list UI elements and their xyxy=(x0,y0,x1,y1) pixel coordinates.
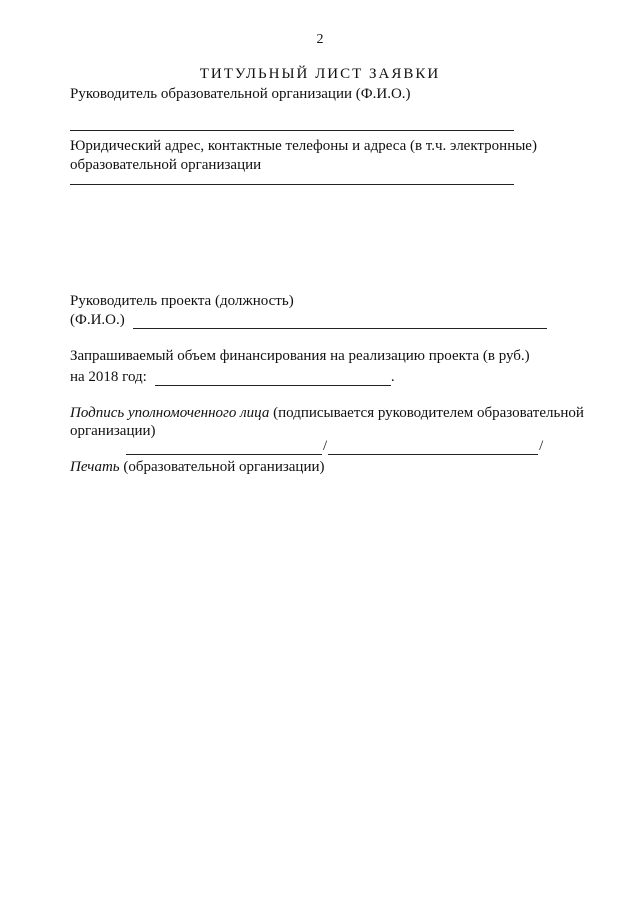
signature-label xyxy=(70,405,584,422)
fio-label: (Ф.И.О.) xyxy=(70,312,125,328)
address-label-line2: образовательной организации xyxy=(70,157,262,173)
year-label: на 2018 год: xyxy=(70,369,147,385)
address-field[interactable] xyxy=(70,184,514,185)
funding-year-row xyxy=(70,369,395,386)
year-suffix: . xyxy=(390,369,395,385)
signature-field[interactable] xyxy=(126,440,322,455)
project-head-fio-field[interactable] xyxy=(133,314,547,329)
stamp-label-rest: (образовательной организации) xyxy=(119,459,325,475)
funding-amount-field[interactable] xyxy=(155,371,391,386)
stamp-label xyxy=(70,459,325,476)
signature-name-field[interactable] xyxy=(328,440,538,455)
funding-label: Запрашиваемый объем финансирования на реализацию проекта (в руб.) xyxy=(70,348,530,364)
signature-label-rest: (подписывается руководителем образовательной xyxy=(269,405,584,421)
signature-label-line2: организации) xyxy=(70,423,156,439)
project-head-fio-row xyxy=(70,312,547,329)
page-number: 2 xyxy=(316,32,324,47)
project-head-label: Руководитель проекта (должность) xyxy=(70,293,294,309)
address-label-line1: Юридический адрес, контактные телефоны и адреса (в т.ч. электронные) xyxy=(70,138,537,154)
head-of-org-field[interactable] xyxy=(70,130,514,131)
document-title: ТИТУЛЬНЫЙ ЛИСТ ЗАЯВКИ xyxy=(199,66,441,82)
slash-2: / xyxy=(539,438,544,454)
signature-row xyxy=(126,438,544,455)
stamp-label-italic: Печать xyxy=(70,459,120,475)
slash-1: / xyxy=(323,438,328,454)
head-of-org-label: Руководитель образовательной организации (Ф.И.О.) xyxy=(70,86,411,102)
signature-label-italic: Подпись уполномоченного лица xyxy=(70,405,270,421)
